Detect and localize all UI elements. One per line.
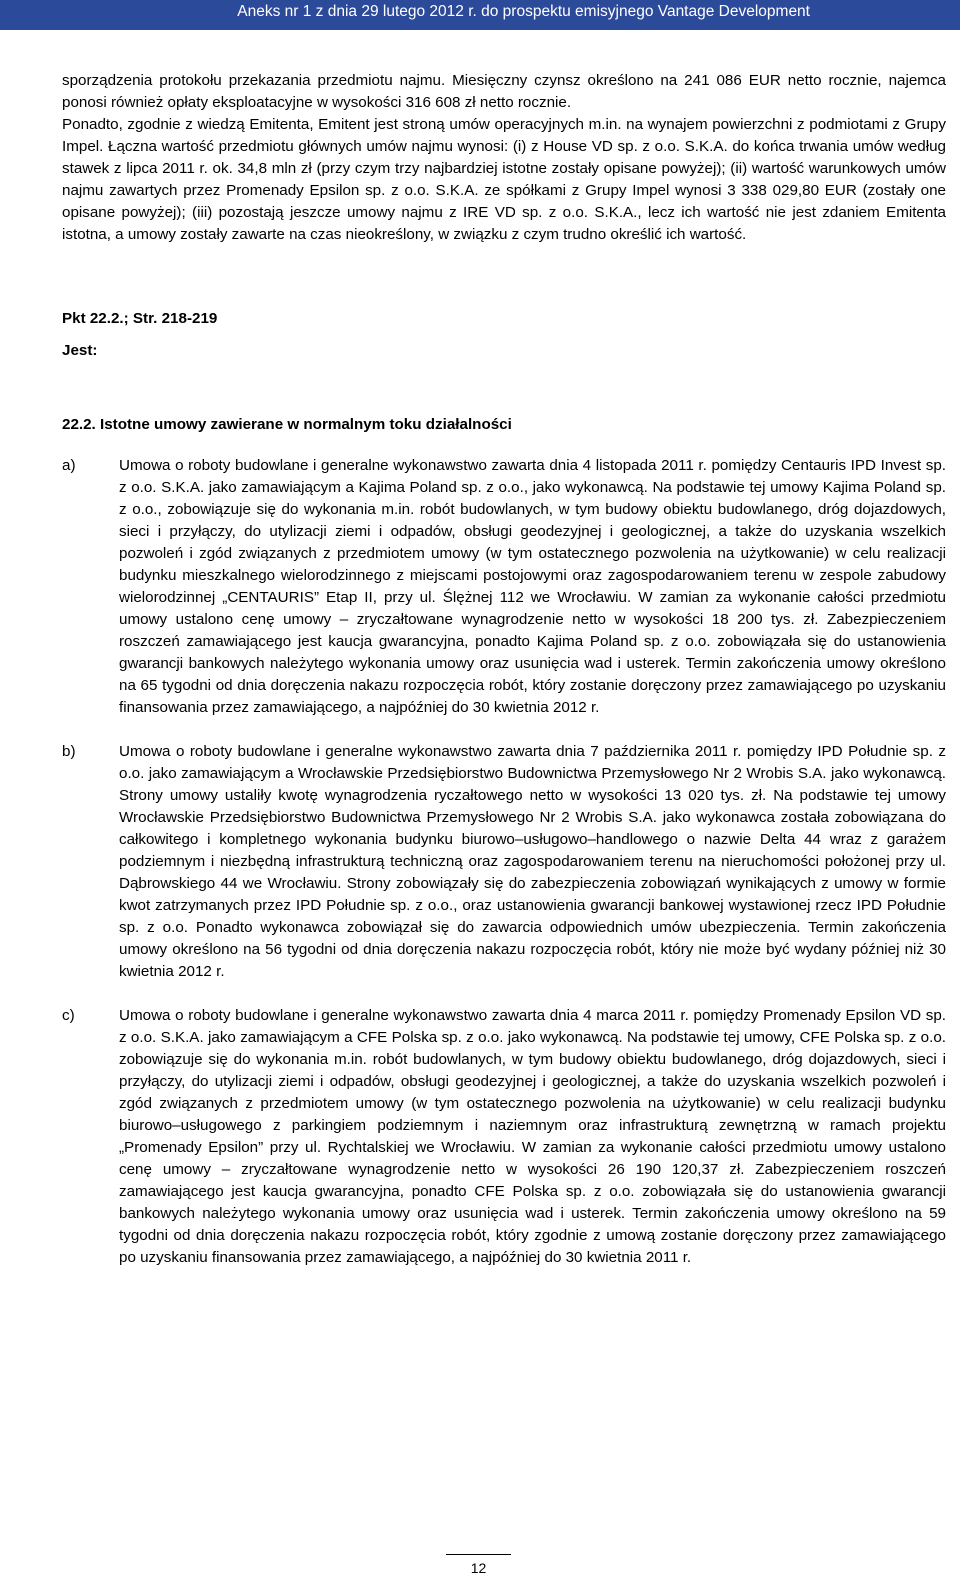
list-item	[62, 1005, 946, 1269]
list-marker: a)	[62, 457, 76, 474]
jest-label: Jest:	[62, 342, 98, 359]
contracts-list	[62, 455, 946, 1269]
intro-paragraph-2: Ponadto, zgodnie z wiedzą Emitenta, Emitent jest stroną umów operacyjnych m.in. na wynajem powierzchni z podmiotami z Grupy Impel. Łączna wartość przedmiotu głównych umów najmu wynosi: (i) z House VD sp. z o.o. S.K.A. do końca trwania umów według stawek z lipca 2011 r. ok. 34,8 mln zł (przy czym trzy najbardziej istotne zostały opisane powyżej); (ii) wartość warunkowych umów najmu zawartych przez Promenady Epsilon sp. z o.o. S.K.A. ze spółkami z Grupy Impel wynosi 3 338 029,80 EUR (zostały one opisane powyżej); (iii) pozostają jeszcze umowy najmu z IRE VD sp. z o.o. S.K.A., lecz ich wartość nie jest zdaniem Emitenta istotna, a umowy zostały zawarte na czas nieokreślony, w związku z czym trudno określić ich wartość.	[62, 116, 946, 243]
list-marker: b)	[62, 743, 76, 760]
document-header	[0, 0, 960, 30]
list-marker: c)	[62, 1007, 75, 1024]
section-title: 22.2. Istotne umowy zawierane w normalnym toku działalności	[62, 416, 512, 433]
footer-divider	[446, 1554, 511, 1555]
list-item-text: Umowa o roboty budowlane i generalne wykonawstwo zawarta dnia 4 marca 2011 r. pomiędzy Promenady Epsilon VD sp. z o.o. S.K.A. jako zamawiającym a CFE Polska sp. z o.o. jako wykonawcą. Na podstawie tej umowy, CFE Polska sp. z o.o. zobowiązuje się do wykonania m.in. robót budowlanych, w tym budowy obiektu budowlanego, dróg dojazdowych, sieci i przyłączy, do utylizacji ziemi i odpadów, obsługi geodezyjnej i geologicznej, a także do uzyskania wszelkich pozwoleń i zgód związanych z przedmiotem umowy (w tym ostatecznego pozwolenia na użytkowanie) w celu realizacji budynku biurowo–usługowego z parkingiem podziemnym i naziemnym oraz infrastrukturą zewnętrzną w ramach projektu „Promenady Epsilon” przy ul. Rychtalskiej we Wrocławiu. W zamian za wykonanie całości przedmiotu umowy ustalono cenę umowy – zryczałtowane wynagrodzenie netto w wysokości 26 190 120,37 zł. Zabezpieczeniem roszczeń zamawiającego jest kaucja gwarancyjna, ponadto CFE Polska sp. z o.o. zobowiązała się do ustanowienia gwarancji bankowych należytego wykonania umowy oraz usunięcia wad i usterek. Termin zakończenia umowy określono na 59 tygodni od dnia doręczenia nakazu rozpoczęcia robót, który zgodnie z umową zostanie doręczony przez zamawiającego po uzyskaniu finansowania przez zamawiającego, a najpóźniej do 30 kwietnia 2011 r.	[119, 1007, 946, 1266]
document-body	[62, 70, 946, 1291]
list-item-text: Umowa o roboty budowlane i generalne wykonawstwo zawarta dnia 7 października 2011 r. pomiędzy IPD Południe sp. z o.o. jako zamawiającym a Wrocławskie Przedsiębiorstwo Budownictwa Przemysłowego Nr 2 Wrobis S.A. jako wykonawcą. Strony umowy ustaliły kwotę wynagrodzenia ryczałtowego netto w wysokości 13 020 tys. zł. Na podstawie tej umowy Wrocławskie Przedsiębiorstwo Budownictwa Przemysłowego Nr 2 Wrobis S.A. jako wykonawca została zobowiązana do całkowitego i kompletnego wykonania budynku biurowo–usługowo–handlowego o nazwie Delta 44 wraz z garażem podziemnym i niezbędną infrastrukturą techniczną oraz zagospodarowaniem terenu na nieruchomości położonej przy ul. Dąbrowskiego 44 we Wrocławiu. Strony zobowiązały się do zabezpieczenia zobowiązań wynikających z umowy w formie kwot zatrzymanych przez IPD Południe sp. z o.o., oraz ustanowienia gwarancji bankowej wystawionej rzecz IPD Południe sp. z o.o. Ponadto wykonawca zobowiązał się do zawarcia odpowiednich umów ubezpieczenia. Termin zakończenia umowy określono na 56 tygodni od dnia doręczenia nakazu rozpoczęcia robót, który nie może być wydany później niż 30 kwietnia 2012 r.	[119, 743, 946, 980]
header-title: Aneks nr 1 z dnia 29 lutego 2012 r. do prospektu emisyjnego Vantage Development	[237, 3, 810, 20]
intro-paragraph-1: sporządzenia protokołu przekazania przedmiotu najmu. Miesięczny czynsz określono na 241 086 EUR netto rocznie, najemca ponosi również opłaty eksploatacyjne w wysokości 316 608 zł netto rocznie.	[62, 72, 946, 111]
section-reference: Pkt 22.2.; Str. 218-219	[62, 310, 218, 327]
list-item	[62, 741, 946, 983]
list-item-text: Umowa o roboty budowlane i generalne wykonawstwo zawarta dnia 4 listopada 2011 r. pomiędzy Centauris IPD Invest sp. z o.o. S.K.A. jako zamawiającym a Kajima Poland sp. z o.o., jako wykonawcą. Na podstawie tej umowy Kajima Poland sp. z o.o., zobowiązuje się do wykonania m.in. robót budowlanych, w tym budowy obiektu budowlanego, dróg dojazdowych, sieci i przyłączy, do utylizacji ziemi i odpadów, obsługi geodezyjnej i geologicznej, a także do uzyskania wszelkich pozwoleń i zgód związanych z przedmiotem umowy (w tym ostatecznego pozwolenia na użytkowanie) w celu realizacji budynku mieszkalnego wielorodzinnego z miejscami postojowymi oraz zagospodarowaniem terenu w zespole zabudowy wielorodzinnej „CENTAURIS” Etap II, przy ul. Ślężnej 112 we Wrocławiu. W zamian za wykonanie całości przedmiotu umowy ustalono cenę umowy – zryczałtowane wynagrodzenie netto w wysokości 18 200 tys. zł. Zabezpieczeniem roszczeń zamawiającego jest kaucja gwarancyjna, ponadto Kajima Poland sp. z o.o. zobowiązała się do ustanowienia gwarancji bankowych należytego wykonania umowy oraz usunięcia wad i usterek. Termin zakończenia umowy określono na 65 tygodni od dnia doręczenia nakazu rozpoczęcia robót, który zostanie doręczony przez zamawiającego po uzyskaniu finansowania przez zamawiającego, a najpóźniej do 30 kwietnia 2012 r.	[119, 457, 946, 716]
page-number: 12	[470, 1560, 487, 1576]
list-item	[62, 455, 946, 719]
